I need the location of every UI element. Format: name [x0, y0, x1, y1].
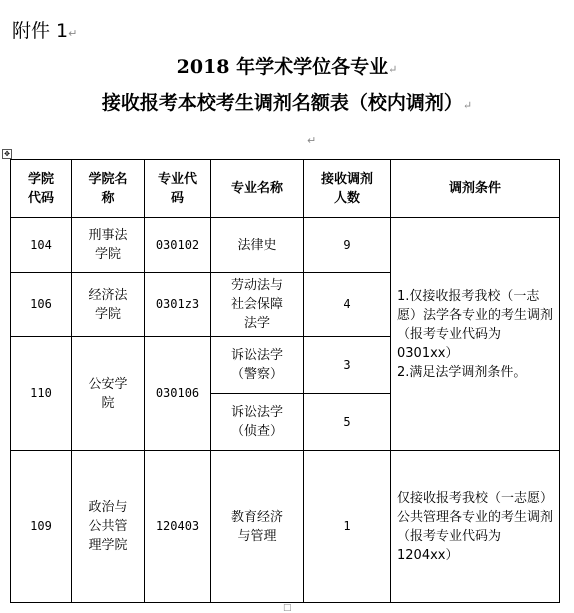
title-line-2: 接收报考本校考生调剂名额表（校内调剂）↵ [101, 92, 473, 114]
title-line-1: 2018 年学术学位各专业↵ [176, 56, 398, 78]
table-cell-major-code: 030106 [144, 336, 211, 451]
header-college-name: 学院名 称 [71, 159, 145, 218]
attachment-label: 附件 1↵ [12, 20, 78, 42]
table-cell-major-code: 030102 [144, 217, 211, 273]
table-cell-major-code: 120403 [144, 450, 211, 603]
table-cell-major-code: 0301z3 [144, 272, 211, 337]
table-cell-college-name: 公安学 院 [71, 336, 145, 451]
table-cell-major-name: 法律史 [210, 217, 304, 273]
table-cell-college-name: 刑事法 学院 [71, 217, 145, 273]
table-cell-major-name: 教育经济 与管理 [210, 450, 304, 603]
table-cell-major-name: 诉讼法学 （侦查） [210, 393, 304, 451]
table-cell-conditions-law: 1.仅接收报考我校（一志愿）法学各专业的考生调剂（报考专业代码为 0301xx） 2.满足法学调剂条件。 [390, 217, 560, 451]
table-cell-quota: 4 [303, 272, 391, 337]
end-of-cell-mark: □ [283, 603, 292, 613]
header-quota: 接收调剂 人数 [303, 159, 391, 218]
table-cell-quota: 5 [303, 393, 391, 451]
table-cell-quota: 9 [303, 217, 391, 273]
header-college-code: 学院 代码 [10, 159, 72, 218]
quota-table [10, 159, 560, 603]
table-cell-college-name: 政治与 公共管 理学院 [71, 450, 145, 603]
table-cell-college-code: 110 [10, 336, 72, 451]
table-move-handle-icon[interactable]: ✥ [2, 149, 12, 159]
header-major-code: 专业代 码 [144, 159, 211, 218]
table-cell-quota: 1 [303, 450, 391, 603]
table-cell-quota: 3 [303, 336, 391, 394]
table-cell-major-name: 劳动法与 社会保障 法学 [210, 272, 304, 337]
table-cell-college-code: 109 [10, 450, 72, 603]
paragraph-mark: ↵ [307, 134, 317, 147]
header-major-name: 专业名称 [210, 159, 304, 218]
table-cell-college-code: 104 [10, 217, 72, 273]
table-cell-major-name: 诉讼法学 （警察） [210, 336, 304, 394]
header-conditions: 调剂条件 [390, 159, 560, 218]
table-cell-college-code: 106 [10, 272, 72, 337]
table-cell-college-name: 经济法 学院 [71, 272, 145, 337]
table-cell-conditions-public-admin: 仅接收报考我校（一志愿）公共管理各专业的考生调剂（报考专业代码为 1204xx） [390, 450, 560, 603]
